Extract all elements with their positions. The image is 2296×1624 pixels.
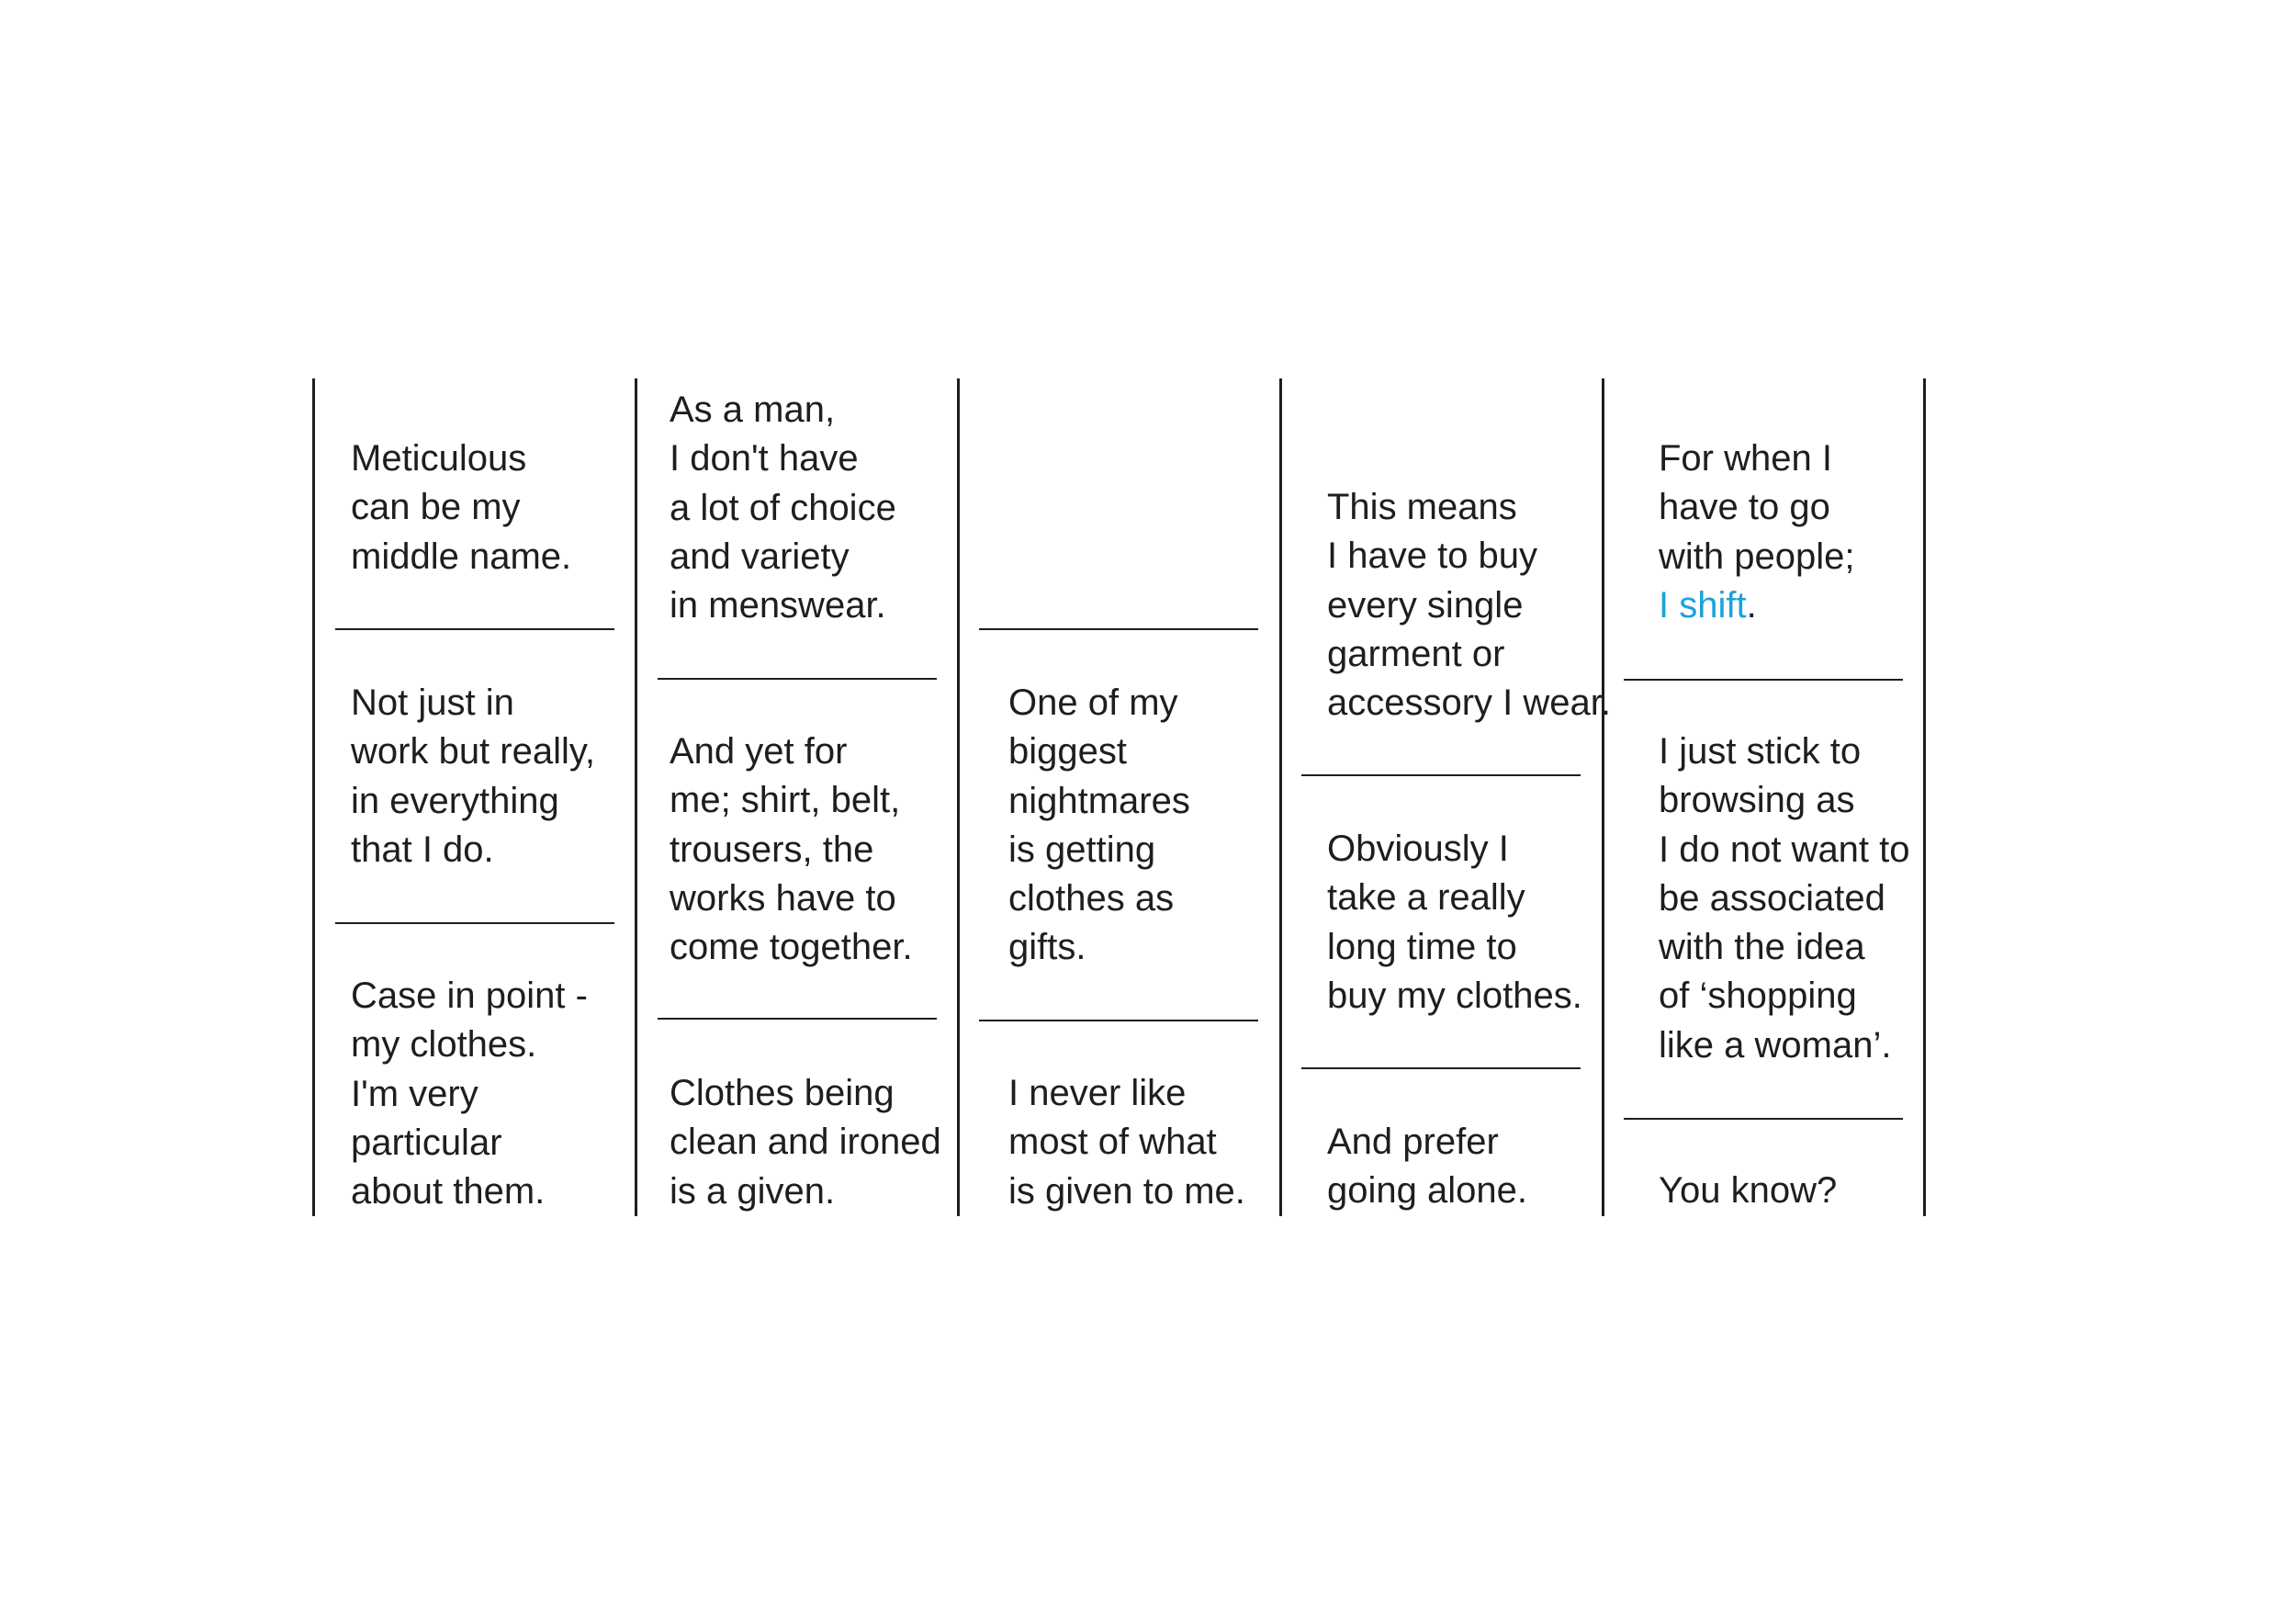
column-divider [1923,378,1926,1216]
column-4-block-1: This means I have to buy every single garment or accessory I wear. [1327,487,1612,724]
block-separator [1301,1067,1581,1069]
block-separator [979,628,1258,630]
block-separator [1624,1118,1903,1120]
block-separator [335,922,614,924]
column-divider [1279,378,1282,1216]
highlight-text: I shift [1659,584,1747,626]
block-separator [979,1020,1258,1021]
block-separator [335,628,614,630]
column-3-block-3: I never like most of what is given to me. [1008,1073,1245,1212]
column-5-block-1-text: For when I have to go with people; [1659,438,1855,577]
column-2-block-3: Clothes being clean and ironed is a given. [670,1073,941,1212]
block-separator [658,678,937,680]
trailing-period: . [1746,584,1757,626]
column-divider [635,378,637,1216]
column-5-block-1 [1659,434,1854,630]
column-1-block-2: Not just in work but really, in everything that I do. [351,682,596,870]
column-1-block-1: Meticulous can be my middle name. [351,438,572,577]
block-separator [658,1018,937,1020]
column-divider [957,378,960,1216]
block-separator [1624,679,1903,681]
column-5-block-3: You know? [1659,1170,1838,1211]
column-4-block-2: Obviously I take a really long time to buy my clothes. [1327,829,1582,1016]
column-2-block-1: As a man, I don't have a lot of choice and variety in menswear. [670,389,896,626]
column-3-block-2: One of my biggest nightmares is getting clothes as gifts. [1008,682,1190,968]
block-separator [1301,774,1581,776]
column-5-block-2: I just stick to browsing as I do not want to be associated with the idea of ‘shopping like a woman’. [1659,731,1910,1066]
column-2-block-2: And yet for me; shirt, belt, trousers, the works have to come together. [670,731,913,968]
column-4-block-3: And prefer going alone. [1327,1122,1527,1212]
column-divider [312,378,315,1216]
column-1-block-3: Case in point - my clothes. I'm very particular about them. [351,976,588,1212]
